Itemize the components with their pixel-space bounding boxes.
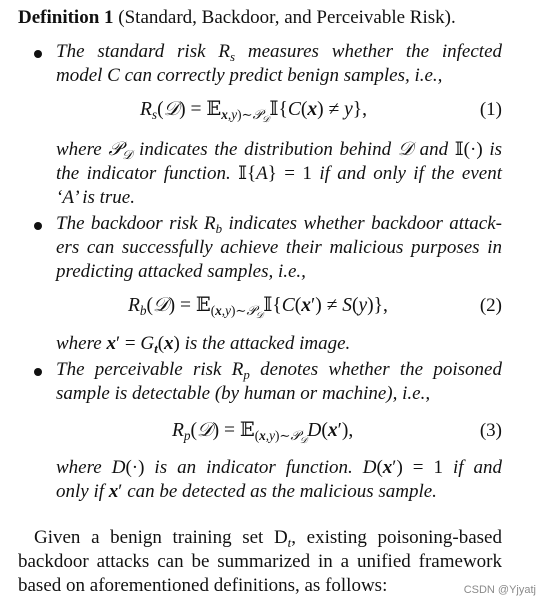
item2-after-line1: where $x' = G_t(x)$ is the attacked image. — [56, 333, 351, 357]
closing-line3: based on aforementioned definitions, as follows: — [18, 575, 388, 596]
item2-line3: predicting attacked samples, i.e., — [56, 261, 306, 282]
equation-number-2: (2) — [479, 295, 502, 316]
equation-1: $R_s(𝒟)$ = 𝔼$_{x,y)\sim 𝒫_𝒟}$𝕀{C(x) ≠ y}, — [140, 99, 367, 125]
item3-line2: sample is detectable (by human or machine), i.e., — [56, 383, 431, 404]
closing-line1: Given a benign training set $D_t$, existing poisoning-based — [34, 527, 502, 551]
item1-after-line3: ‘A’ is true. — [56, 187, 135, 208]
item2-line2: ers can successfully achieve their malicious purposes in — [56, 237, 502, 258]
definition-heading — [18, 6, 456, 30]
definition-title: (Standard, Backdoor, and Perceivable Risk). — [118, 7, 456, 28]
csdn-watermark: CSDN @Yjyatj — [463, 584, 536, 596]
item3-after-line2: only if x′ can be detected as the malicious sample. — [56, 481, 437, 502]
item1-line2: model C can correctly predict benign samples, i.e., — [56, 65, 443, 86]
bullet-1 — [34, 50, 42, 58]
equation-3: $R_p(𝒟)$ = 𝔼$_{(x,y)\sim 𝒫_𝒟}$D(x′), — [172, 420, 354, 446]
item1-line1: The standard risk $R_s$ measures whether the infected — [56, 41, 503, 65]
equation-number-3: (3) — [479, 420, 502, 441]
closing-line2: backdoor attacks can be summarized in a unified framework — [18, 551, 502, 572]
item3-line1: The perceivable risk $R_p$ denotes whether the poisoned — [56, 359, 502, 383]
bullet-2 — [34, 222, 42, 230]
bullet-3 — [34, 368, 42, 376]
item2-line1: The backdoor risk $R_b$ indicates whether backdoor attack- — [56, 213, 502, 237]
equation-2: $R_b(𝒟)$ = 𝔼$_{(x,y)\sim 𝒫_𝒟}$𝕀{C(x′) ≠ S(y)}, — [128, 295, 388, 321]
equation-number-1: (1) — [479, 99, 502, 120]
item1-after-line1: where 𝒫$_𝒟$ indicates the distribution behind 𝒟 and 𝕀(·) is — [56, 139, 502, 163]
item1-after-line2: the indicator function. 𝕀{A} = 1 if and only if the event — [56, 163, 502, 184]
definition-label: Definition 1 — [18, 7, 114, 28]
item3-after-line1: where D(·) is an indicator function. D(x′) = 1 if and — [56, 457, 503, 478]
